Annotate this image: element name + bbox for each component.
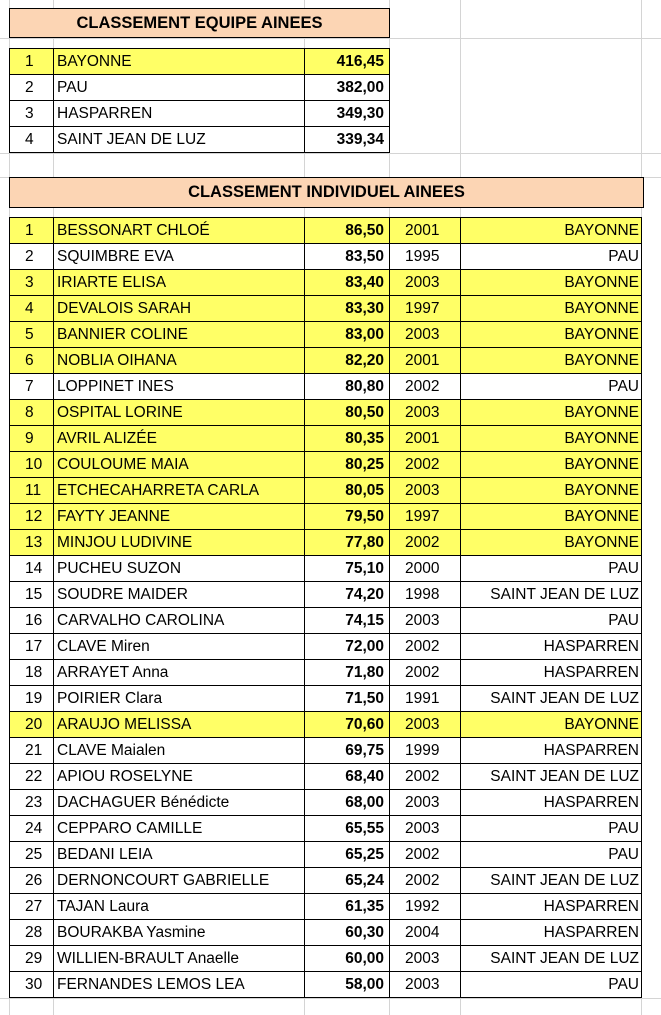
- athlete-club: HASPARREN: [460, 919, 642, 946]
- athlete-name: AVRIL ALIZÉE: [53, 425, 305, 452]
- athlete-name: ARAUJO MELISSA: [53, 711, 305, 738]
- athlete-score: 83,00: [304, 321, 390, 348]
- athlete-name: ARRAYET Anna: [53, 659, 305, 686]
- athlete-birth-year: 2003: [389, 399, 461, 426]
- athlete-rank: 20: [9, 711, 54, 738]
- team-rank: 4: [9, 126, 54, 153]
- athlete-birth-year: 2001: [389, 347, 461, 374]
- athlete-name: FERNANDES LEMOS LEA: [53, 971, 305, 998]
- athlete-name: CEPPARO CAMILLE: [53, 815, 305, 842]
- athlete-score: 80,05: [304, 477, 390, 504]
- athlete-birth-year: 2002: [389, 659, 461, 686]
- team-rank: 2: [9, 74, 54, 101]
- athlete-club: BAYONNE: [460, 269, 642, 296]
- athlete-club: BAYONNE: [460, 503, 642, 530]
- athlete-score: 68,00: [304, 789, 390, 816]
- athlete-score: 72,00: [304, 633, 390, 660]
- athlete-score: 80,25: [304, 451, 390, 478]
- athlete-birth-year: 2003: [389, 945, 461, 972]
- athlete-rank: 6: [9, 347, 54, 374]
- athlete-score: 80,35: [304, 425, 390, 452]
- athlete-club: SAINT JEAN DE LUZ: [460, 867, 642, 894]
- athlete-name: APIOU ROSELYNE: [53, 763, 305, 790]
- athlete-rank: 15: [9, 581, 54, 608]
- athlete-score: 83,50: [304, 243, 390, 270]
- athlete-score: 77,80: [304, 529, 390, 556]
- athlete-birth-year: 2003: [389, 607, 461, 634]
- athlete-club: PAU: [460, 841, 642, 868]
- athlete-rank: 17: [9, 633, 54, 660]
- athlete-birth-year: 2001: [389, 425, 461, 452]
- athlete-score: 65,55: [304, 815, 390, 842]
- athlete-name: SQUIMBRE EVA: [53, 243, 305, 270]
- athlete-birth-year: 1995: [389, 243, 461, 270]
- athlete-club: BAYONNE: [460, 295, 642, 322]
- athlete-birth-year: 1997: [389, 295, 461, 322]
- athlete-rank: 25: [9, 841, 54, 868]
- team-ranking-title: CLASSEMENT EQUIPE AINEES: [9, 8, 390, 38]
- athlete-club: HASPARREN: [460, 789, 642, 816]
- athlete-name: ETCHECAHARRETA CARLA: [53, 477, 305, 504]
- athlete-club: BAYONNE: [460, 477, 642, 504]
- athlete-birth-year: 2003: [389, 789, 461, 816]
- athlete-score: 80,80: [304, 373, 390, 400]
- team-score: 416,45: [304, 48, 390, 75]
- athlete-club: PAU: [460, 607, 642, 634]
- team-score: 349,30: [304, 100, 390, 127]
- team-rank: 1: [9, 48, 54, 75]
- athlete-rank: 19: [9, 685, 54, 712]
- athlete-birth-year: 2002: [389, 451, 461, 478]
- athlete-score: 71,50: [304, 685, 390, 712]
- athlete-rank: 3: [9, 269, 54, 296]
- athlete-score: 83,40: [304, 269, 390, 296]
- athlete-birth-year: 2001: [389, 217, 461, 244]
- athlete-score: 74,20: [304, 581, 390, 608]
- athlete-club: HASPARREN: [460, 737, 642, 764]
- athlete-name: DERNONCOURT GABRIELLE: [53, 867, 305, 894]
- athlete-score: 71,80: [304, 659, 390, 686]
- athlete-name: OSPITAL LORINE: [53, 399, 305, 426]
- athlete-name: LOPPINET INES: [53, 373, 305, 400]
- athlete-rank: 5: [9, 321, 54, 348]
- athlete-birth-year: 2002: [389, 867, 461, 894]
- team-score: 382,00: [304, 74, 390, 101]
- athlete-name: IRIARTE ELISA: [53, 269, 305, 296]
- athlete-club: PAU: [460, 373, 642, 400]
- athlete-birth-year: 2002: [389, 529, 461, 556]
- athlete-name: POIRIER Clara: [53, 685, 305, 712]
- athlete-score: 75,10: [304, 555, 390, 582]
- team-name: HASPARREN: [53, 100, 305, 127]
- athlete-club: PAU: [460, 555, 642, 582]
- athlete-score: 60,00: [304, 945, 390, 972]
- team-name: BAYONNE: [53, 48, 305, 75]
- athlete-club: PAU: [460, 243, 642, 270]
- athlete-score: 79,50: [304, 503, 390, 530]
- athlete-birth-year: 2002: [389, 841, 461, 868]
- athlete-club: BAYONNE: [460, 529, 642, 556]
- athlete-rank: 27: [9, 893, 54, 920]
- athlete-birth-year: 2004: [389, 919, 461, 946]
- athlete-score: 68,40: [304, 763, 390, 790]
- athlete-rank: 18: [9, 659, 54, 686]
- athlete-birth-year: 2002: [389, 633, 461, 660]
- athlete-birth-year: 1997: [389, 503, 461, 530]
- athlete-score: 82,20: [304, 347, 390, 374]
- athlete-rank: 7: [9, 373, 54, 400]
- athlete-birth-year: 2002: [389, 763, 461, 790]
- individual-ranking-title: CLASSEMENT INDIVIDUEL AINEES: [9, 177, 644, 208]
- athlete-score: 70,60: [304, 711, 390, 738]
- athlete-birth-year: 2002: [389, 373, 461, 400]
- athlete-score: 74,15: [304, 607, 390, 634]
- athlete-score: 65,24: [304, 867, 390, 894]
- athlete-rank: 24: [9, 815, 54, 842]
- athlete-score: 58,00: [304, 971, 390, 998]
- athlete-name: WILLIEN-BRAULT Anaelle: [53, 945, 305, 972]
- athlete-rank: 28: [9, 919, 54, 946]
- athlete-name: BEDANI LEIA: [53, 841, 305, 868]
- athlete-rank: 1: [9, 217, 54, 244]
- athlete-rank: 23: [9, 789, 54, 816]
- athlete-club: BAYONNE: [460, 399, 642, 426]
- team-score: 339,34: [304, 126, 390, 153]
- team-rank: 3: [9, 100, 54, 127]
- athlete-club: BAYONNE: [460, 347, 642, 374]
- team-name: SAINT JEAN DE LUZ: [53, 126, 305, 153]
- athlete-score: 80,50: [304, 399, 390, 426]
- athlete-club: SAINT JEAN DE LUZ: [460, 581, 642, 608]
- athlete-rank: 16: [9, 607, 54, 634]
- athlete-name: BANNIER COLINE: [53, 321, 305, 348]
- athlete-rank: 12: [9, 503, 54, 530]
- athlete-club: HASPARREN: [460, 893, 642, 920]
- athlete-club: HASPARREN: [460, 659, 642, 686]
- athlete-name: BOURAKBA Yasmine: [53, 919, 305, 946]
- athlete-birth-year: 2003: [389, 815, 461, 842]
- team-name: PAU: [53, 74, 305, 101]
- athlete-rank: 4: [9, 295, 54, 322]
- athlete-name: TAJAN Laura: [53, 893, 305, 920]
- athlete-name: COULOUME MAIA: [53, 451, 305, 478]
- athlete-name: CLAVE Miren: [53, 633, 305, 660]
- athlete-birth-year: 1998: [389, 581, 461, 608]
- athlete-rank: 13: [9, 529, 54, 556]
- athlete-club: BAYONNE: [460, 217, 642, 244]
- athlete-rank: 22: [9, 763, 54, 790]
- athlete-score: 86,50: [304, 217, 390, 244]
- athlete-birth-year: 2003: [389, 971, 461, 998]
- athlete-score: 69,75: [304, 737, 390, 764]
- athlete-name: MINJOU LUDIVINE: [53, 529, 305, 556]
- athlete-rank: 26: [9, 867, 54, 894]
- athlete-club: SAINT JEAN DE LUZ: [460, 763, 642, 790]
- athlete-name: NOBLIA OIHANA: [53, 347, 305, 374]
- athlete-score: 65,25: [304, 841, 390, 868]
- athlete-birth-year: 1999: [389, 737, 461, 764]
- athlete-name: CARVALHO CAROLINA: [53, 607, 305, 634]
- athlete-name: BESSONART CHLOÉ: [53, 217, 305, 244]
- athlete-club: PAU: [460, 971, 642, 998]
- athlete-name: DACHAGUER Bénédicte: [53, 789, 305, 816]
- athlete-club: SAINT JEAN DE LUZ: [460, 945, 642, 972]
- athlete-score: 83,30: [304, 295, 390, 322]
- athlete-rank: 11: [9, 477, 54, 504]
- athlete-birth-year: 2000: [389, 555, 461, 582]
- athlete-club: SAINT JEAN DE LUZ: [460, 685, 642, 712]
- athlete-club: HASPARREN: [460, 633, 642, 660]
- athlete-birth-year: 2003: [389, 321, 461, 348]
- athlete-name: PUCHEU SUZON: [53, 555, 305, 582]
- athlete-birth-year: 2003: [389, 477, 461, 504]
- athlete-rank: 21: [9, 737, 54, 764]
- athlete-rank: 30: [9, 971, 54, 998]
- athlete-club: BAYONNE: [460, 451, 642, 478]
- athlete-rank: 8: [9, 399, 54, 426]
- athlete-club: BAYONNE: [460, 711, 642, 738]
- athlete-name: SOUDRE MAIDER: [53, 581, 305, 608]
- athlete-rank: 9: [9, 425, 54, 452]
- athlete-name: CLAVE Maialen: [53, 737, 305, 764]
- athlete-birth-year: 1991: [389, 685, 461, 712]
- athlete-birth-year: 2003: [389, 269, 461, 296]
- athlete-name: DEVALOIS SARAH: [53, 295, 305, 322]
- athlete-birth-year: 2003: [389, 711, 461, 738]
- athlete-club: BAYONNE: [460, 425, 642, 452]
- athlete-score: 60,30: [304, 919, 390, 946]
- athlete-rank: 14: [9, 555, 54, 582]
- athlete-club: BAYONNE: [460, 321, 642, 348]
- athlete-rank: 2: [9, 243, 54, 270]
- athlete-rank: 29: [9, 945, 54, 972]
- athlete-name: FAYTY JEANNE: [53, 503, 305, 530]
- athlete-rank: 10: [9, 451, 54, 478]
- athlete-birth-year: 1992: [389, 893, 461, 920]
- athlete-score: 61,35: [304, 893, 390, 920]
- athlete-club: PAU: [460, 815, 642, 842]
